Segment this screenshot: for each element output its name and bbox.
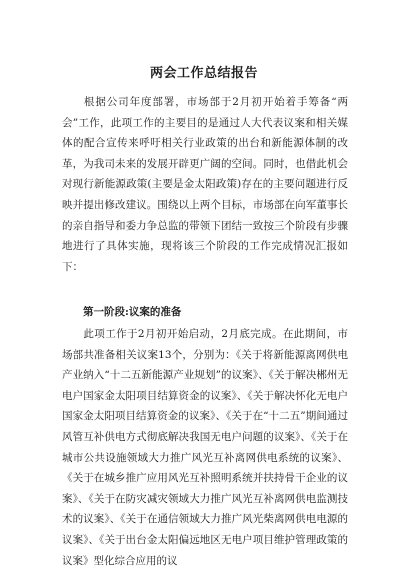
document-title: 两会工作总结报告 — [149, 66, 258, 81]
stage-1-paragraph — [62, 324, 348, 571]
intro-paragraph — [62, 92, 348, 277]
section-heading-stage-1: 第一阶段:议案的准备 — [83, 306, 182, 318]
stage-1-paragraph-text: 此项工作于2月初开始启动，2月底完成。在此期间，市场部共准备相关议案13个，分别为：《关于将新能源离网供电产业纳入“十二五新能源产业规划”的议案》、《关于解决郴州无电户国家金太阳项目结算资金的议案》、《关于解决怀化无电户国家金太阳项目结算资金的议案》、《关于在“十二五”期间通过风管互补供电方式彻底解决我国无电户问题的议案》、《关于在城市公共设施领域大力推广风光互补离网供电系统的议案》、《关于在城乡推广应用风光互补照明系统并扶持骨干企业的议案》、《关于在防灾减灾领域大力推广风光互补离网供电监测技术的议案》、《关于在通信领域大力推广风光柴离网供电电源的议案》、《关于出台金太阳偏远地区无电户项目维护管理政策的议案》型化综合应用的议 — [62, 328, 348, 567]
intro-paragraph-text: 根据公司年度部署，市场部于2月初开始着手筹备“两会”工作，此项工作的主要目的是通过人大代表议案和相关媒体的配合宣传来呼吁相关行业政策的出台和新能源体制的改革，为我司未来的发展开辟更广阔的空间。同时，也借此机会对现行新能源政策(主要是金太阳政策)存在的主要问题进行反映并提出修改建议。围绕以上两个目标，市场部在向军董事长的亲自指导和委力争总监的带领下团结一致按三个阶段有步骤地进行了具体实施，现将该三个阶段的工作完成情况汇报如下： — [62, 96, 348, 273]
